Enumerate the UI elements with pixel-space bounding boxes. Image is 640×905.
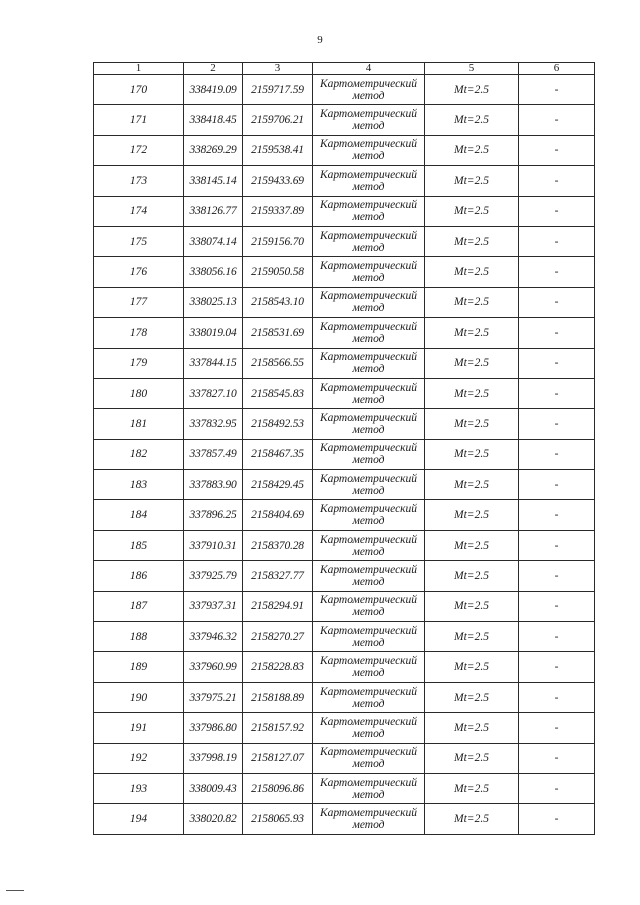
accuracy-cell: Mt=2.5 bbox=[425, 75, 519, 105]
method-line-1: Картометрический bbox=[319, 563, 418, 576]
x-coordinate-cell: 338269.29 bbox=[184, 135, 243, 165]
x-coordinate-cell: 337896.25 bbox=[184, 500, 243, 530]
accuracy-cell: Mt=2.5 bbox=[425, 226, 519, 256]
table-row bbox=[94, 348, 595, 378]
column-header-5: 5 bbox=[425, 63, 519, 75]
note-cell: - bbox=[519, 135, 595, 165]
method-cell bbox=[313, 135, 425, 165]
column-header-1: 1 bbox=[94, 63, 184, 75]
note-cell: - bbox=[519, 75, 595, 105]
table-row bbox=[94, 105, 595, 135]
note-cell: - bbox=[519, 591, 595, 621]
point-number-cell: 186 bbox=[94, 561, 184, 591]
table-row bbox=[94, 713, 595, 743]
y-coordinate-cell: 2159706.21 bbox=[243, 105, 313, 135]
note-cell: - bbox=[519, 622, 595, 652]
accuracy-cell: Mt=2.5 bbox=[425, 135, 519, 165]
point-number-cell: 176 bbox=[94, 257, 184, 287]
x-coordinate-cell: 337844.15 bbox=[184, 348, 243, 378]
x-coordinate-cell: 338418.45 bbox=[184, 105, 243, 135]
method-line-2: метод bbox=[352, 180, 385, 193]
method-cell bbox=[313, 713, 425, 743]
y-coordinate-cell: 2159433.69 bbox=[243, 166, 313, 196]
note-cell: - bbox=[519, 166, 595, 196]
accuracy-cell: Mt=2.5 bbox=[425, 804, 519, 834]
method-cell bbox=[313, 257, 425, 287]
method-line-1: Картометрический bbox=[319, 442, 418, 455]
accuracy-cell: Mt=2.5 bbox=[425, 682, 519, 712]
accuracy-cell: Mt=2.5 bbox=[425, 409, 519, 439]
method-cell bbox=[313, 591, 425, 621]
method-line-2: метод bbox=[352, 636, 385, 649]
table-row bbox=[94, 804, 595, 834]
x-coordinate-cell: 337910.31 bbox=[184, 530, 243, 560]
method-cell bbox=[313, 773, 425, 803]
method-cell bbox=[313, 348, 425, 378]
method-cell bbox=[313, 682, 425, 712]
method-cell bbox=[313, 378, 425, 408]
table-row bbox=[94, 287, 595, 317]
method-cell bbox=[313, 804, 425, 834]
accuracy-cell: Mt=2.5 bbox=[425, 743, 519, 773]
note-cell: - bbox=[519, 409, 595, 439]
method-line-2: метод bbox=[352, 727, 385, 740]
method-cell bbox=[313, 561, 425, 591]
method-line-1: Картометрический bbox=[319, 533, 418, 546]
method-line-2: метод bbox=[352, 606, 385, 619]
y-coordinate-cell: 2159538.41 bbox=[243, 135, 313, 165]
method-line-1: Картометрический bbox=[319, 503, 418, 516]
y-coordinate-cell: 2158545.83 bbox=[243, 378, 313, 408]
method-cell bbox=[313, 196, 425, 226]
table-row bbox=[94, 743, 595, 773]
y-coordinate-cell: 2158065.93 bbox=[243, 804, 313, 834]
note-cell: - bbox=[519, 530, 595, 560]
method-cell bbox=[313, 530, 425, 560]
method-line-1: Картометрический bbox=[319, 807, 418, 820]
table-row bbox=[94, 196, 595, 226]
accuracy-cell: Mt=2.5 bbox=[425, 287, 519, 317]
method-line-1: Картометрический bbox=[319, 776, 418, 789]
x-coordinate-cell: 337857.49 bbox=[184, 439, 243, 469]
note-cell: - bbox=[519, 561, 595, 591]
note-cell: - bbox=[519, 257, 595, 287]
method-cell bbox=[313, 652, 425, 682]
method-cell bbox=[313, 439, 425, 469]
accuracy-cell: Mt=2.5 bbox=[425, 257, 519, 287]
point-number-cell: 190 bbox=[94, 682, 184, 712]
x-coordinate-cell: 338020.82 bbox=[184, 804, 243, 834]
method-line-2: метод bbox=[352, 423, 385, 436]
point-number-cell: 187 bbox=[94, 591, 184, 621]
accuracy-cell: Mt=2.5 bbox=[425, 500, 519, 530]
method-line-1: Картометрический bbox=[319, 411, 418, 424]
y-coordinate-cell: 2158327.77 bbox=[243, 561, 313, 591]
note-cell: - bbox=[519, 439, 595, 469]
point-number-cell: 189 bbox=[94, 652, 184, 682]
x-coordinate-cell: 337960.99 bbox=[184, 652, 243, 682]
point-number-cell: 178 bbox=[94, 318, 184, 348]
method-line-1: Картометрический bbox=[319, 715, 418, 728]
x-coordinate-cell: 337986.80 bbox=[184, 713, 243, 743]
column-header-6: 6 bbox=[519, 63, 595, 75]
method-line-2: метод bbox=[352, 120, 385, 133]
method-line-1: Картометрический bbox=[319, 685, 418, 698]
table-row bbox=[94, 530, 595, 560]
accuracy-cell: Mt=2.5 bbox=[425, 530, 519, 560]
column-header-4: 4 bbox=[313, 63, 425, 75]
point-number-cell: 173 bbox=[94, 166, 184, 196]
method-line-2: метод bbox=[352, 150, 385, 163]
note-cell: - bbox=[519, 196, 595, 226]
method-cell bbox=[313, 470, 425, 500]
method-line-1: Картометрический bbox=[319, 320, 418, 333]
method-cell bbox=[313, 318, 425, 348]
point-number-cell: 179 bbox=[94, 348, 184, 378]
note-cell: - bbox=[519, 773, 595, 803]
method-line-2: метод bbox=[352, 545, 385, 558]
method-line-2: метод bbox=[352, 788, 385, 801]
x-coordinate-cell: 337925.79 bbox=[184, 561, 243, 591]
point-number-cell: 183 bbox=[94, 470, 184, 500]
method-line-2: метод bbox=[352, 484, 385, 497]
method-line-2: метод bbox=[352, 241, 385, 254]
accuracy-cell: Mt=2.5 bbox=[425, 166, 519, 196]
y-coordinate-cell: 2158270.27 bbox=[243, 622, 313, 652]
note-cell: - bbox=[519, 348, 595, 378]
y-coordinate-cell: 2158531.69 bbox=[243, 318, 313, 348]
method-line-2: метод bbox=[352, 697, 385, 710]
method-cell bbox=[313, 105, 425, 135]
x-coordinate-cell: 337827.10 bbox=[184, 378, 243, 408]
table-row bbox=[94, 773, 595, 803]
method-cell bbox=[313, 226, 425, 256]
table-row bbox=[94, 318, 595, 348]
x-coordinate-cell: 337946.32 bbox=[184, 622, 243, 652]
x-coordinate-cell: 338074.14 bbox=[184, 226, 243, 256]
y-coordinate-cell: 2158543.10 bbox=[243, 287, 313, 317]
table-row bbox=[94, 470, 595, 500]
y-coordinate-cell: 2158566.55 bbox=[243, 348, 313, 378]
x-coordinate-cell: 337883.90 bbox=[184, 470, 243, 500]
accuracy-cell: Mt=2.5 bbox=[425, 652, 519, 682]
method-line-2: метод bbox=[352, 89, 385, 102]
method-line-1: Картометрический bbox=[319, 655, 418, 668]
table-row bbox=[94, 226, 595, 256]
column-header-3: 3 bbox=[243, 63, 313, 75]
table-row bbox=[94, 439, 595, 469]
table-row bbox=[94, 75, 595, 105]
y-coordinate-cell: 2158492.53 bbox=[243, 409, 313, 439]
method-line-1: Картометрический bbox=[319, 77, 418, 90]
table-row bbox=[94, 378, 595, 408]
note-cell: - bbox=[519, 318, 595, 348]
x-coordinate-cell: 338025.13 bbox=[184, 287, 243, 317]
point-number-cell: 188 bbox=[94, 622, 184, 652]
point-number-cell: 194 bbox=[94, 804, 184, 834]
table-body bbox=[94, 75, 595, 835]
method-line-1: Картометрический bbox=[319, 624, 418, 637]
x-coordinate-cell: 338145.14 bbox=[184, 166, 243, 196]
x-coordinate-cell: 338019.04 bbox=[184, 318, 243, 348]
note-cell: - bbox=[519, 226, 595, 256]
y-coordinate-cell: 2158096.86 bbox=[243, 773, 313, 803]
method-line-1: Картометрический bbox=[319, 381, 418, 394]
table-row bbox=[94, 166, 595, 196]
method-cell bbox=[313, 622, 425, 652]
table-row bbox=[94, 409, 595, 439]
x-coordinate-cell: 337937.31 bbox=[184, 591, 243, 621]
method-line-2: метод bbox=[352, 272, 385, 285]
accuracy-cell: Mt=2.5 bbox=[425, 196, 519, 226]
method-line-1: Картометрический bbox=[319, 351, 418, 364]
y-coordinate-cell: 2158228.83 bbox=[243, 652, 313, 682]
point-number-cell: 175 bbox=[94, 226, 184, 256]
note-cell: - bbox=[519, 500, 595, 530]
y-coordinate-cell: 2159337.89 bbox=[243, 196, 313, 226]
y-coordinate-cell: 2158294.91 bbox=[243, 591, 313, 621]
method-line-2: метод bbox=[352, 393, 385, 406]
table-row bbox=[94, 682, 595, 712]
x-coordinate-cell: 337975.21 bbox=[184, 682, 243, 712]
method-line-1: Картометрический bbox=[319, 108, 418, 121]
accuracy-cell: Mt=2.5 bbox=[425, 773, 519, 803]
point-number-cell: 171 bbox=[94, 105, 184, 135]
method-line-1: Картометрический bbox=[319, 594, 418, 607]
method-line-1: Картометрический bbox=[319, 746, 418, 759]
method-line-2: метод bbox=[352, 363, 385, 376]
method-cell bbox=[313, 75, 425, 105]
note-cell: - bbox=[519, 713, 595, 743]
column-header-2: 2 bbox=[184, 63, 243, 75]
accuracy-cell: Mt=2.5 bbox=[425, 348, 519, 378]
x-coordinate-cell: 338126.77 bbox=[184, 196, 243, 226]
accuracy-cell: Mt=2.5 bbox=[425, 439, 519, 469]
point-number-cell: 177 bbox=[94, 287, 184, 317]
y-coordinate-cell: 2158188.89 bbox=[243, 682, 313, 712]
method-cell bbox=[313, 166, 425, 196]
x-coordinate-cell: 337998.19 bbox=[184, 743, 243, 773]
point-number-cell: 170 bbox=[94, 75, 184, 105]
method-cell bbox=[313, 409, 425, 439]
accuracy-cell: Mt=2.5 bbox=[425, 378, 519, 408]
method-line-1: Картометрический bbox=[319, 260, 418, 273]
method-cell bbox=[313, 287, 425, 317]
method-line-2: метод bbox=[352, 758, 385, 771]
point-number-cell: 182 bbox=[94, 439, 184, 469]
y-coordinate-cell: 2158127.07 bbox=[243, 743, 313, 773]
method-line-2: метод bbox=[352, 454, 385, 467]
method-cell bbox=[313, 500, 425, 530]
method-line-2: метод bbox=[352, 211, 385, 224]
y-coordinate-cell: 2158429.45 bbox=[243, 470, 313, 500]
y-coordinate-cell: 2159156.70 bbox=[243, 226, 313, 256]
point-number-cell: 185 bbox=[94, 530, 184, 560]
x-coordinate-cell: 337832.95 bbox=[184, 409, 243, 439]
accuracy-cell: Mt=2.5 bbox=[425, 470, 519, 500]
y-coordinate-cell: 2159717.59 bbox=[243, 75, 313, 105]
point-number-cell: 172 bbox=[94, 135, 184, 165]
note-cell: - bbox=[519, 804, 595, 834]
table-row bbox=[94, 652, 595, 682]
table-row bbox=[94, 622, 595, 652]
y-coordinate-cell: 2158157.92 bbox=[243, 713, 313, 743]
accuracy-cell: Mt=2.5 bbox=[425, 318, 519, 348]
method-line-1: Картометрический bbox=[319, 229, 418, 242]
note-cell: - bbox=[519, 105, 595, 135]
method-line-2: метод bbox=[352, 515, 385, 528]
method-line-2: метод bbox=[352, 302, 385, 315]
note-cell: - bbox=[519, 287, 595, 317]
method-line-1: Картометрический bbox=[319, 290, 418, 303]
x-coordinate-cell: 338419.09 bbox=[184, 75, 243, 105]
point-number-cell: 174 bbox=[94, 196, 184, 226]
method-line-1: Картометрический bbox=[319, 138, 418, 151]
method-cell bbox=[313, 743, 425, 773]
note-cell: - bbox=[519, 682, 595, 712]
method-line-2: метод bbox=[352, 332, 385, 345]
point-number-cell: 180 bbox=[94, 378, 184, 408]
y-coordinate-cell: 2159050.58 bbox=[243, 257, 313, 287]
table-row bbox=[94, 591, 595, 621]
x-coordinate-cell: 338009.43 bbox=[184, 773, 243, 803]
table-row bbox=[94, 561, 595, 591]
accuracy-cell: Mt=2.5 bbox=[425, 713, 519, 743]
coordinates-table bbox=[93, 62, 595, 835]
note-cell: - bbox=[519, 378, 595, 408]
note-cell: - bbox=[519, 652, 595, 682]
scan-mark bbox=[6, 890, 24, 891]
point-number-cell: 192 bbox=[94, 743, 184, 773]
note-cell: - bbox=[519, 743, 595, 773]
accuracy-cell: Mt=2.5 bbox=[425, 105, 519, 135]
page-number: 9 bbox=[317, 34, 323, 46]
method-line-1: Картометрический bbox=[319, 199, 418, 212]
method-line-2: метод bbox=[352, 667, 385, 680]
accuracy-cell: Mt=2.5 bbox=[425, 622, 519, 652]
accuracy-cell: Mt=2.5 bbox=[425, 591, 519, 621]
table-row bbox=[94, 257, 595, 287]
point-number-cell: 191 bbox=[94, 713, 184, 743]
point-number-cell: 193 bbox=[94, 773, 184, 803]
x-coordinate-cell: 338056.16 bbox=[184, 257, 243, 287]
method-line-1: Картометрический bbox=[319, 168, 418, 181]
table-header-row bbox=[94, 63, 595, 75]
y-coordinate-cell: 2158370.28 bbox=[243, 530, 313, 560]
method-line-2: метод bbox=[352, 575, 385, 588]
table-row bbox=[94, 500, 595, 530]
y-coordinate-cell: 2158467.35 bbox=[243, 439, 313, 469]
method-line-1: Картометрический bbox=[319, 472, 418, 485]
table-row bbox=[94, 135, 595, 165]
accuracy-cell: Mt=2.5 bbox=[425, 561, 519, 591]
point-number-cell: 184 bbox=[94, 500, 184, 530]
point-number-cell: 181 bbox=[94, 409, 184, 439]
y-coordinate-cell: 2158404.69 bbox=[243, 500, 313, 530]
method-line-2: метод bbox=[352, 819, 385, 832]
note-cell: - bbox=[519, 470, 595, 500]
